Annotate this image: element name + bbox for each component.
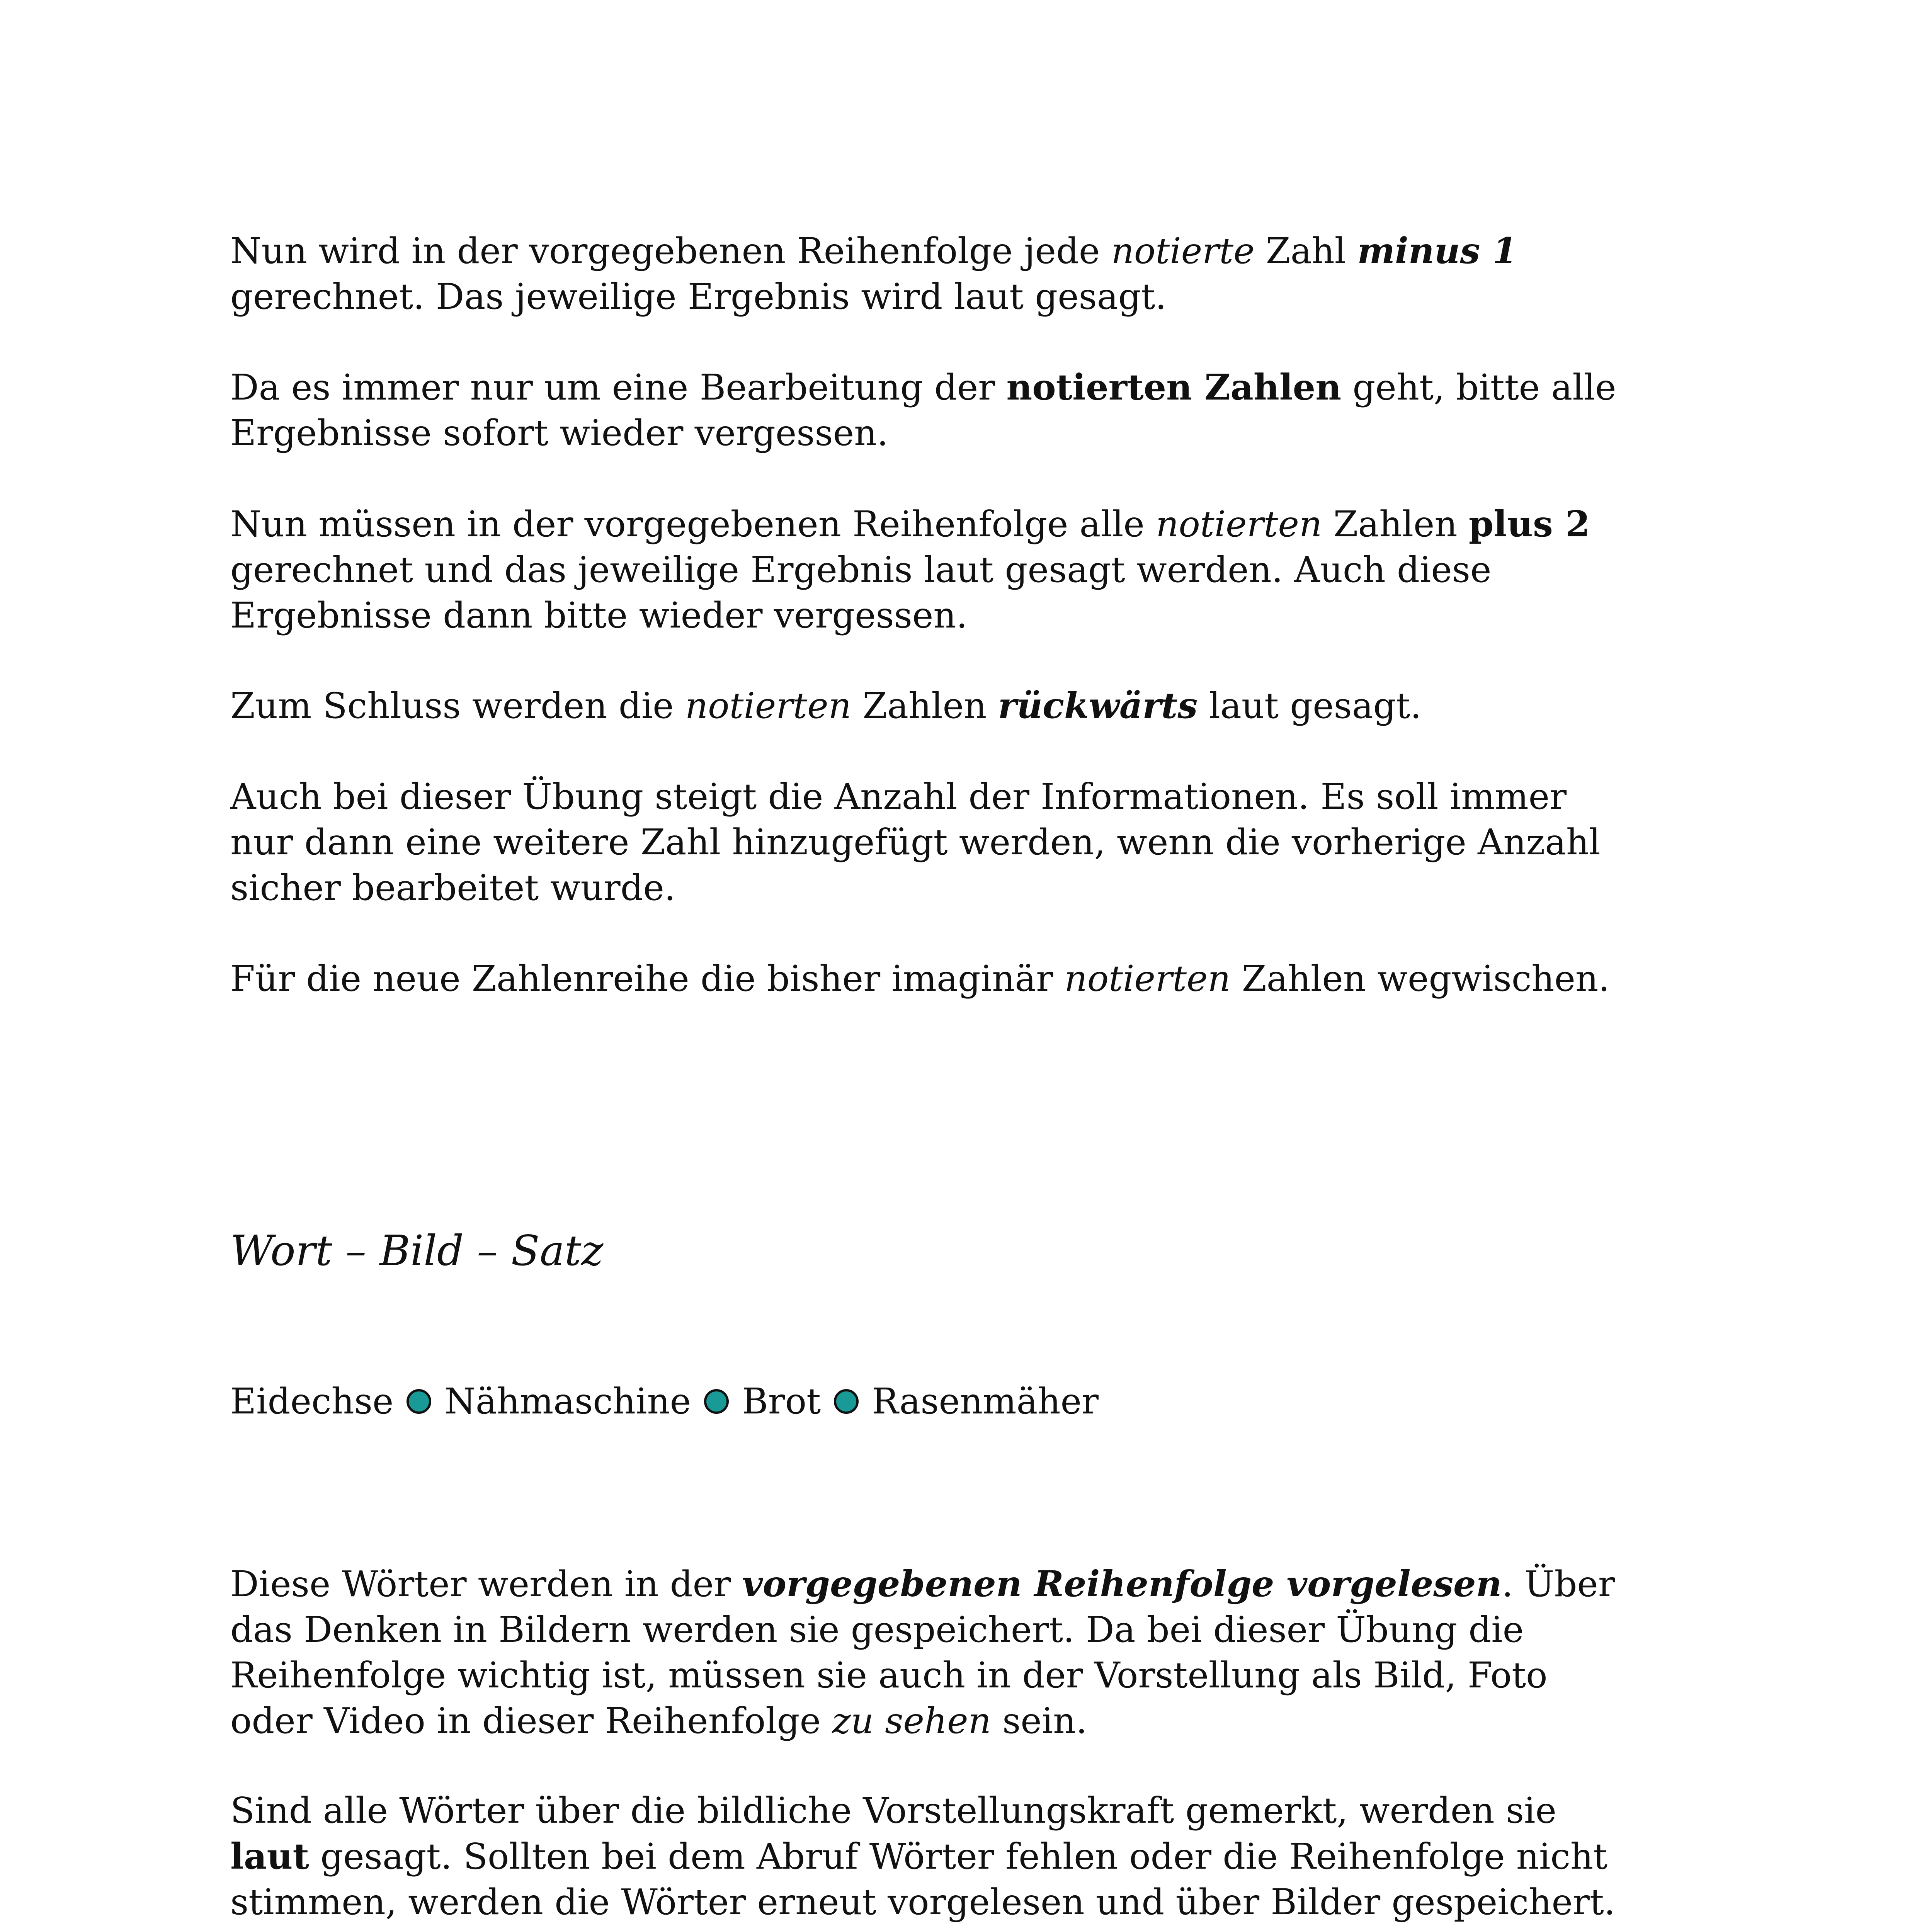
text-line: Ergebnisse sofort wieder vergessen. — [230, 412, 888, 454]
bold-run: laut — [230, 1835, 309, 1877]
word-list — [230, 1379, 1099, 1424]
italic-run: notierten — [1156, 503, 1322, 545]
text-run: Nun müssen in der vorgegebenen Reihenfolge alle — [230, 503, 1156, 545]
text-line: stimmen, werden die Wörter erneut vorgelesen und über Bilder gespeichert. — [230, 1881, 1616, 1923]
text-line — [230, 228, 1718, 274]
paragraph-wipe-numbers — [230, 956, 1718, 1002]
text-line: Sind alle Wörter über die bildliche Vorstellungskraft gemerkt, werden sie — [230, 1790, 1556, 1831]
bold-italic-run: minus 1 — [1357, 230, 1517, 272]
text-run: laut gesagt. — [1197, 685, 1422, 726]
text-line: sicher bearbeitet wurde. — [230, 867, 676, 908]
text-run: Zahl — [1254, 230, 1357, 272]
text-line: gerechnet und das jeweilige Ergebnis laut gesagt werden. Auch diese — [230, 549, 1492, 590]
bold-italic-run: vorgegebenen Reihenfolge vorgelesen — [742, 1563, 1502, 1605]
text-run: . Über — [1502, 1563, 1615, 1605]
text-line: Ergebnisse dann bitte wieder vergessen. — [230, 595, 968, 636]
paragraph-backwards — [230, 683, 1718, 729]
text-run: Nun wird in der vorgegebenen Reihenfolge jede — [230, 230, 1111, 272]
paragraph-minus-one — [230, 228, 1718, 320]
word-item: Nähmaschine — [444, 1381, 691, 1422]
text-run: Zahlen — [1322, 503, 1469, 545]
word-item: Brot — [742, 1381, 821, 1422]
text-line — [230, 956, 1718, 1002]
paragraph-read-words — [230, 1561, 1718, 1744]
text-run: oder Video in dieser Reihenfolge — [230, 1700, 832, 1742]
bullet-dot-icon — [704, 1389, 729, 1414]
word-item: Rasenmäher — [872, 1381, 1099, 1422]
text-line: nur dann eine weitere Zahl hinzugefügt werden, wenn die vorherige Anzahl — [230, 821, 1601, 863]
text-run: sein. — [991, 1700, 1087, 1742]
italic-run: zu sehen — [832, 1700, 991, 1742]
text-run: Da es immer nur um eine Bearbeitung der — [230, 367, 1007, 408]
text-line — [230, 501, 1718, 547]
text-line — [230, 1561, 1718, 1607]
paragraph-plus-two — [230, 501, 1718, 638]
text-line — [230, 683, 1718, 729]
text-line: gerechnet. Das jeweilige Ergebnis wird laut gesagt. — [230, 276, 1167, 317]
paragraph-forget-results — [230, 364, 1718, 456]
paragraph-recall-words — [230, 1788, 1718, 1925]
text-line — [230, 1833, 1718, 1879]
text-run: gesagt. Sollten bei dem Abruf Wörter fehlen oder die Reihenfolge nicht — [309, 1836, 1608, 1877]
italic-run: notierte — [1111, 230, 1255, 272]
bullet-dot-icon — [834, 1389, 859, 1414]
italic-run: notierten — [1064, 958, 1231, 999]
text-run: Zahlen wegwischen. — [1230, 958, 1610, 999]
bullet-dot-icon — [407, 1389, 431, 1414]
text-line — [230, 1698, 1718, 1744]
text-run: Zahlen — [851, 685, 998, 726]
text-line — [230, 364, 1718, 410]
bold-run: plus 2 — [1468, 503, 1590, 545]
text-run: Diese Wörter werden in der — [230, 1563, 742, 1605]
text-run: Zum Schluss werden die — [230, 685, 685, 726]
text-run: geht, bitte alle — [1341, 367, 1616, 408]
text-line: Reihenfolge wichtig ist, müssen sie auch in der Vorstellung als Bild, Foto — [230, 1655, 1548, 1696]
bold-italic-run: rückwärts — [998, 685, 1198, 726]
italic-run: notierten — [685, 685, 851, 726]
text-run: Für die neue Zahlenreihe die bisher imaginär — [230, 958, 1065, 999]
bold-run: notierten Zahlen — [1006, 366, 1342, 408]
section-heading: Wort – Bild – Satz — [230, 1227, 604, 1275]
word-item: Eidechse — [230, 1381, 394, 1422]
text-line: Auch bei dieser Übung steigt die Anzahl der Informationen. Es soll immer — [230, 776, 1567, 817]
text-line: das Denken in Bildern werden sie gespeichert. Da bei dieser Übung die — [230, 1609, 1524, 1650]
paragraph-increase-info — [230, 774, 1718, 911]
